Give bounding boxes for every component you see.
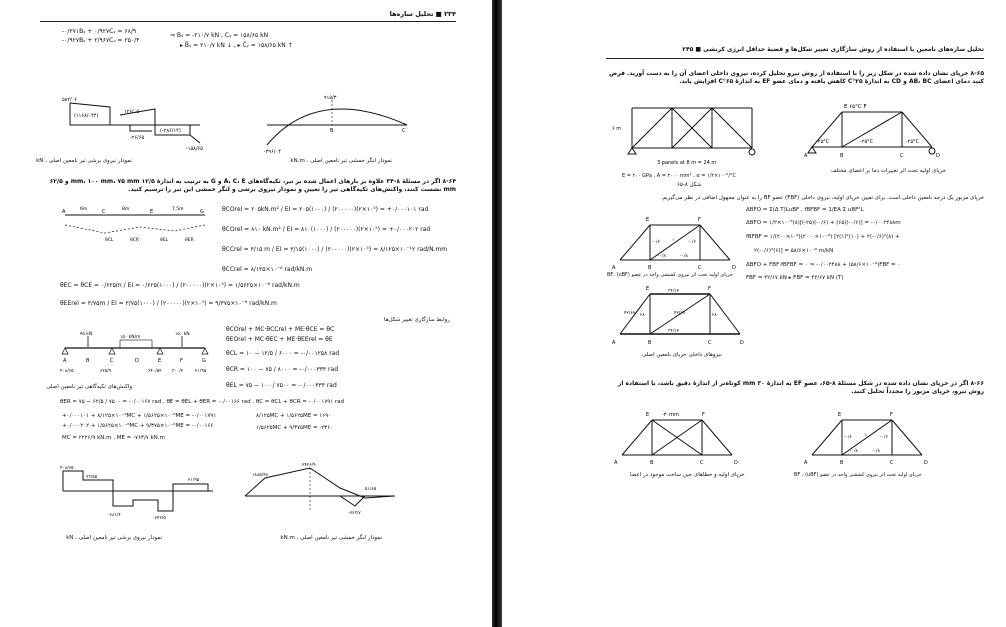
node-label: B	[86, 358, 90, 364]
temp-label: E ۶۵°C F	[844, 104, 867, 110]
truss-temperature	[802, 102, 952, 162]
solution-text: خرپای مزبور یک درجه نامعین داخلی است. برای تعیین خرپای اولیه، نیروی داخلی (FBF) عضو BF را به عنوان مجهول اضافی در نظر می‌گیریم.	[660, 195, 984, 201]
caption-shear-1: نمودار نیروی برشی تیر نامعین اصلی ، kN	[36, 158, 132, 164]
header-rule	[40, 21, 456, 22]
node-label: C	[708, 340, 712, 346]
node-label: D	[732, 265, 736, 271]
moment-label: ۹۱۵/۳	[324, 95, 337, 101]
caption-moment-2: نمودار لنگر خمشی تیر نامعین اصلی ، kN.m	[280, 535, 382, 541]
system-eq: +۰/۰۰۰۱۰۱ + ۸/۱۲۵×۱۰⁻⁶MC + ۱/۵۶۲۵×۱۰⁻⁶ME = -۰/۰۰۱۷۹۱	[62, 413, 217, 419]
beam-load-diagram	[60, 330, 210, 380]
compat-note: روابط سازگاری تغییر شکل‌ها	[384, 317, 450, 323]
member-force: ۴۲/۶۷	[674, 311, 686, 316]
theta-eq: θCCrel = ۳/۱۵ m / EI = ۳/۱۵(۱۰۰۰) / (۲۰۰۰۰۰)(۲×۱۰⁵) = ۸/۱۲۵×۱۰⁻¹۲ rad/N.mm	[222, 246, 448, 253]
truss-fabrication-error	[612, 410, 742, 470]
node-label: A	[804, 460, 808, 466]
diagram-label: A	[62, 209, 66, 215]
header-rule	[606, 58, 984, 59]
system-eq: MC = ۲۲۲۶/۹ kN.m , ME = -۷۶۳/۷ kN.m	[62, 435, 165, 441]
caption-unit-load-2: خرپای اولیه تحت اثر نیروی کششی واحد در عضو BF ، (uBF)	[794, 472, 922, 478]
node-label: B	[840, 153, 844, 159]
truss-unit-load	[610, 215, 740, 275]
member-force: -۰/۸	[872, 449, 880, 454]
solution-eq: ΔBFO + FBF·fBFBF = ۰ ⇒ -۰/۰۰۲۴۸۸ + (۵۸/۶×۱۰⁻⁶)FBF = ۰	[746, 262, 901, 268]
node-label: C	[900, 153, 904, 159]
member-force: -۰/۶	[688, 240, 696, 245]
right-page	[502, 0, 1006, 627]
problem-8-66: ۸-۶۶ اگر در خرپای نشان داده شده در شکل مسئلهٔ ۸-۶۵، عضو EF به اندازهٔ ۳۰ mm کوتاه‌تر از اندازهٔ دقیق باشد، با استفاده از روش تیرو، خرپای مزبور را مجدداً تحلیل کنید.	[617, 380, 984, 395]
shear-label: ۴۰۸/۶۵	[60, 466, 74, 471]
temp-label: -۲۵°C	[860, 139, 874, 145]
truss-geometry	[612, 98, 772, 168]
node-label: B	[648, 265, 652, 271]
member-force: ۴۲/۶۷	[624, 311, 636, 316]
node-label: F	[180, 358, 183, 364]
caption-unit-load: خرپای اولیه تحت اثر نیروی کششی واحد در عضو BF، (uBF)	[607, 272, 733, 278]
caption-moment-1: نمودار لنگر خمشی تیر نامعین اصلی ، kN.m	[290, 158, 392, 164]
member-force: -۰/۶	[652, 240, 660, 245]
equation-result: ▸ B̄ᵧ = ۲۱۰/۷ kN ↓ , ▸ C̄ᵧ = ۱۵۸/۶۵ kN ↑	[180, 42, 293, 49]
member-force: -۰/۸	[850, 449, 858, 454]
diagram-label: C	[102, 209, 106, 215]
theta-eq: θEC = θCE = ۰/۶۲۵m / EI = ۰/۶۲۵(۱۰۰۰) / (۲۰۰۰۰۰)(۲×۱۰⁵) = ۱/۵۶۲۵×۱۰⁻⁶ rad/kN.m	[60, 282, 300, 289]
diagram-label: θEL	[160, 238, 169, 243]
caption-shear-2: نمودار نیروی برشی تیر نامعین اصلی ، kN	[66, 535, 162, 541]
beam-rotation-sketch	[60, 205, 210, 255]
diagram-label: θCR	[130, 238, 140, 243]
error-label: -۳۰mm	[662, 412, 679, 418]
equation-line: -۰/۳۷۱Bᵧ + ۰/۹۲۷Cᵧ = ۶۸/۹	[62, 28, 137, 35]
solution-eq: ΔBFO = ۱/۲×۱۰⁻⁵(۸)[(-۲۵)(-۰/۶) + (۶۵)(-۰/۶)] = -۰/۰۰۲۴۸۸m	[746, 220, 901, 226]
theta-eq: θCCrel = ۸/۱۲۵×۱۰⁻⁶ rad/kN.m	[222, 266, 313, 273]
solution-eq: ۲(-۰/۶)²(۶)] = ۵۸/۶×۱۰⁻⁶ m/kN	[754, 248, 834, 254]
page-number: ۲۴۵	[682, 46, 694, 53]
theta-value: θEL = ۷۵ − ۱۰۰ / ۷۵۰۰ = -۰/۰۰۰۳۳۳ rad	[226, 382, 337, 389]
node-label: C	[698, 265, 702, 271]
shear-label: -۱۵۸/۶۵	[186, 146, 203, 152]
caption-fabrication-error: خرپای اولیه و خطاهای حین ساخت موجود در اعضا	[630, 472, 745, 478]
node-label: B	[330, 128, 334, 134]
shear-label: ۶۳/۵۵	[86, 475, 98, 480]
equation-result: ⇒ Bᵧ = -۲۱۰/۷ kN , Cᵧ = ۱۵۸/۶۵ kN	[170, 32, 269, 39]
node-label: C	[110, 358, 114, 364]
system-eq: ۸/۱۲۵MC + ۱/۵۶۲۵ME = ۱۶۹۰	[256, 413, 332, 419]
truss-final-forces	[610, 284, 750, 354]
truss-properties: E = ۲۰۰ GPa ، A = ۲۰۰۰ mm² ، α = ۱/۲×۱۰⁻⁵/°C	[622, 173, 736, 179]
temp-label: -۲۵°C	[816, 139, 830, 145]
diagram-label: 6m	[80, 207, 88, 212]
node-label: D	[135, 358, 139, 364]
page-title: تحلیل سازه‌های نامعین با استفاده از روش سازگاری تغییر شکل‌ها و قضیهٔ حداقل انرژی کرنشی	[703, 46, 984, 53]
member-force: ۳۴/۱۴	[668, 329, 680, 334]
theta-value: θCR = ۱۰۰ − ۷۵ / ۸۰۰۰ = -۰/۰۰۰۳۳۳ rad	[226, 366, 338, 373]
node-label: C	[700, 460, 704, 466]
member-force: ۱	[864, 433, 867, 438]
theta-eq: θCOrel = ۸۱۰ kN.m² / EI = ۸۱۰(۱۰۰۰) / (۲۰۰۰۰۰)(۲×۱۰⁵) = +۰/۰۰۰۲۰۲ rad	[222, 226, 431, 233]
shear-label: -۶۴۲/۵	[153, 516, 166, 521]
node-label: G	[202, 358, 206, 364]
page-header-right: تحلیل سازه‌های نامعین با استفاده از روش سازگاری تغییر شکل‌ها و قضیهٔ حداقل انرژی کرنشی ■ ۲۴۵	[682, 46, 984, 53]
theta-value: θER = ۷۵ − ۶۲/۵ / ۷۵۰۰ = -۰/۰۰۱۶۷ rad , θE = θEL + θER = -۰/۰۰۱۶۶ rad , θC = θCL + θCR = -۰/۰۰۱۷۹۱ rad	[60, 399, 345, 405]
moment-label: ۲۴۲۶/۹	[302, 463, 316, 468]
moment-label: ۱۸۸۵/۹۷	[252, 473, 269, 478]
shear-label: (۱۱۶۸/۰۴۴)	[74, 113, 99, 119]
system-eq: ۱/۵۶۲۵MC + ۹/۳۷۵ME = -۲۳۶۰	[256, 425, 334, 431]
shear-diagram-2	[58, 466, 218, 526]
caption-temperature: خرپای اولیه تحت اثر تغییرات دما بر اعضای مختلف	[830, 168, 946, 174]
page-number: ۲۳۴	[444, 10, 456, 18]
node-label: C	[890, 460, 894, 466]
diagram-label: 8m	[122, 207, 130, 212]
solution-eq: ΔBFO = Σ(Δ T)LuBF , fBFBF = 1/EA Σ uBF²L	[746, 207, 864, 213]
theta-value: θCL = ۱۰ − ۱۲/۵ / ۶۰۰۰ = -۰/۰۰۱۲۵۸ rad	[226, 350, 340, 357]
node-label: D	[734, 460, 738, 466]
caption-reactions: واکنش‌های تکیه‌گاهی تیر نامعین اصلی	[46, 384, 132, 390]
caption-final-forces: نیروهای داخلی خرپای نامعین اصلی	[642, 352, 722, 358]
node-label: F	[698, 217, 701, 223]
shear-label: ۱۲۶/۰۵	[124, 109, 140, 115]
node-label: E	[646, 412, 650, 418]
diagram-label: E	[150, 209, 154, 215]
moment-label: -۳۹۶/۰۴	[264, 149, 281, 155]
compat-eq: θCOrel + MC·θCCrel + ME·θCE = θC	[226, 326, 335, 333]
shear-label: ۲۱/۹۵	[188, 478, 200, 483]
node-label: B	[648, 340, 652, 346]
member-force: ۲۸	[712, 313, 717, 318]
problem-8-65: ۸-۶۵ خرپای نشان داده شده در شکل زیر را با استفاده از روش تیرو تحلیل کرده، نیروی داخلی اعضای آن را به دست آورید. فرض کنید دمای اعضای AB، BC و CD به اندازهٔ ۲۵°C کاهش یافته و دمای عضو EF به اندازهٔ ۶۵°C افزایش یابد.	[609, 70, 984, 85]
member-force: ۳۴/۱۴	[668, 289, 680, 294]
diagram-label: 7.5m	[172, 207, 184, 212]
node-label: A	[612, 265, 616, 271]
diagram-label: θER	[185, 238, 194, 243]
theta-eq: θEErel = ۳/۷۵m / EI = ۳/۷۵(۱۰۰۰) / (۲۰۰۰۰۰)(۲×۱۰⁵) = ۹/۳۷۵×۱۰⁻⁶ rad/kN.m	[60, 300, 277, 307]
truss-unit-load-2	[802, 410, 932, 470]
member-force: -۰/۸	[680, 254, 688, 259]
shear-label: -۲۶/۶۵	[130, 135, 145, 141]
solution-eq: fBFBF = ۱/(۲۰۰×۱۰⁶)(۲۰۰۰×۱۰⁻⁶) [۲(۱)²(۱۰) + ۲(-۰/۶)²(۸) +	[746, 234, 900, 240]
page-header-left: ۲۳۴ ■ تحلیل سازه‌ها	[389, 10, 456, 18]
node-label: C	[402, 128, 406, 134]
node-label: B	[650, 460, 654, 466]
reaction-value: ۴۰۸/۶۵	[60, 369, 74, 374]
load-label: ۱۵۰ kN	[175, 332, 190, 337]
moment-diagram-1	[262, 95, 412, 155]
dim-label: 3 panels at 8 m = 24 m	[657, 160, 717, 166]
solution-eq: FBF = ۴۲/۶۷ kN ▸ FBF = ۴۲/۶۷ kN (T)	[746, 275, 844, 281]
shear-label: ۵۸۲/۰۶	[62, 97, 78, 103]
node-label: A	[614, 460, 618, 466]
member-force: -۰/۸	[658, 254, 666, 259]
member-force: -۰/۶	[880, 435, 888, 440]
left-page	[0, 0, 492, 627]
temp-label: -۲۵°C	[906, 139, 920, 145]
node-label: A	[804, 153, 808, 159]
load-label: ۴۵ kN	[80, 332, 93, 337]
page-title: تحلیل سازه‌ها	[389, 10, 434, 18]
diagram-label: θCL	[105, 238, 114, 243]
node-label: F	[890, 412, 893, 418]
system-eq: +۰/۰۰۰۲۰۲ + ۱/۵۶۲۵×۱۰⁻⁶MC + ۹/۳۷۵×۱۰⁻⁶ME = -۰/۰۰۱۶۶	[62, 423, 214, 429]
reaction-value: ۶۲۵/۹	[100, 369, 112, 374]
diagram-label: G	[200, 209, 204, 215]
member-force: -۰/۶	[844, 435, 852, 440]
reaction-value: ۳۰۰/۲	[172, 369, 184, 374]
node-label: B	[840, 460, 844, 466]
node-label: A	[612, 340, 616, 346]
problem-8-64: ۸-۶۴ اگر در مسئلهٔ ۸-۳۴ علاوه بر بارهای اعمال شده بر تیر، تکیه‌گاه‌های A، C، E و G به ترتیب به اندازهٔ ۱۲/۵ mm، ۱۰۰ mm، ۷۵ mm و ۶۲/۵ mm نشست کنند، واکنش‌های تکیه‌گاهی تیر را تعیین و نمودار نیروی برشی و لنگر خمشی این تیر را ترسیم کنید.	[49, 178, 456, 193]
node-label: F	[708, 286, 711, 292]
equation-line: -۰/۹۲۷Bᵧ + ۲/۹۶۷Cᵧ = ۲۵۰/۴	[62, 37, 140, 44]
compat-eq: θEOrel + MC·θEC + ME·θEErel = θE	[226, 336, 333, 343]
node-label: E	[646, 217, 650, 223]
node-label: F	[702, 412, 705, 418]
figure-label: شکل ۸-۶۵	[677, 182, 702, 188]
reaction-value: ۲۱/۹۵	[195, 369, 207, 374]
node-label: D	[740, 340, 744, 346]
node-label: E	[646, 286, 650, 292]
node-label: D	[936, 153, 940, 159]
node-label: E	[158, 358, 162, 364]
moment-label: -۷۶۳/۷	[348, 511, 361, 516]
shear-diagram-1	[60, 95, 210, 155]
node-label: E	[838, 412, 842, 418]
member-force: ۲۸	[640, 313, 645, 318]
moment-label: ۵۱/۶۵	[365, 487, 377, 492]
shear-label: -۶۸۱/۴	[108, 513, 121, 518]
member-force: ۱	[672, 238, 675, 243]
moment-diagram-2	[240, 463, 400, 526]
shear-label: (-۲۸۶/۱۴)	[160, 128, 181, 134]
theta-eq: θCOrel = ۲۰۵kN.m² / EI = ۲۰۵(۱۰۰۰) / (۲۰۰۰۰۰)(۲×۱۰⁵) = +۰/۰۰۰۱۰۱ rad	[222, 206, 429, 213]
node-label: A	[63, 358, 67, 364]
book-gutter	[492, 0, 502, 627]
node-label: D	[924, 460, 928, 466]
dim-label: ۶ m	[612, 126, 622, 132]
reaction-value: ۶۴۰/۵۴	[148, 369, 162, 374]
load-label: ۱۵۰ kN/m	[120, 335, 141, 340]
